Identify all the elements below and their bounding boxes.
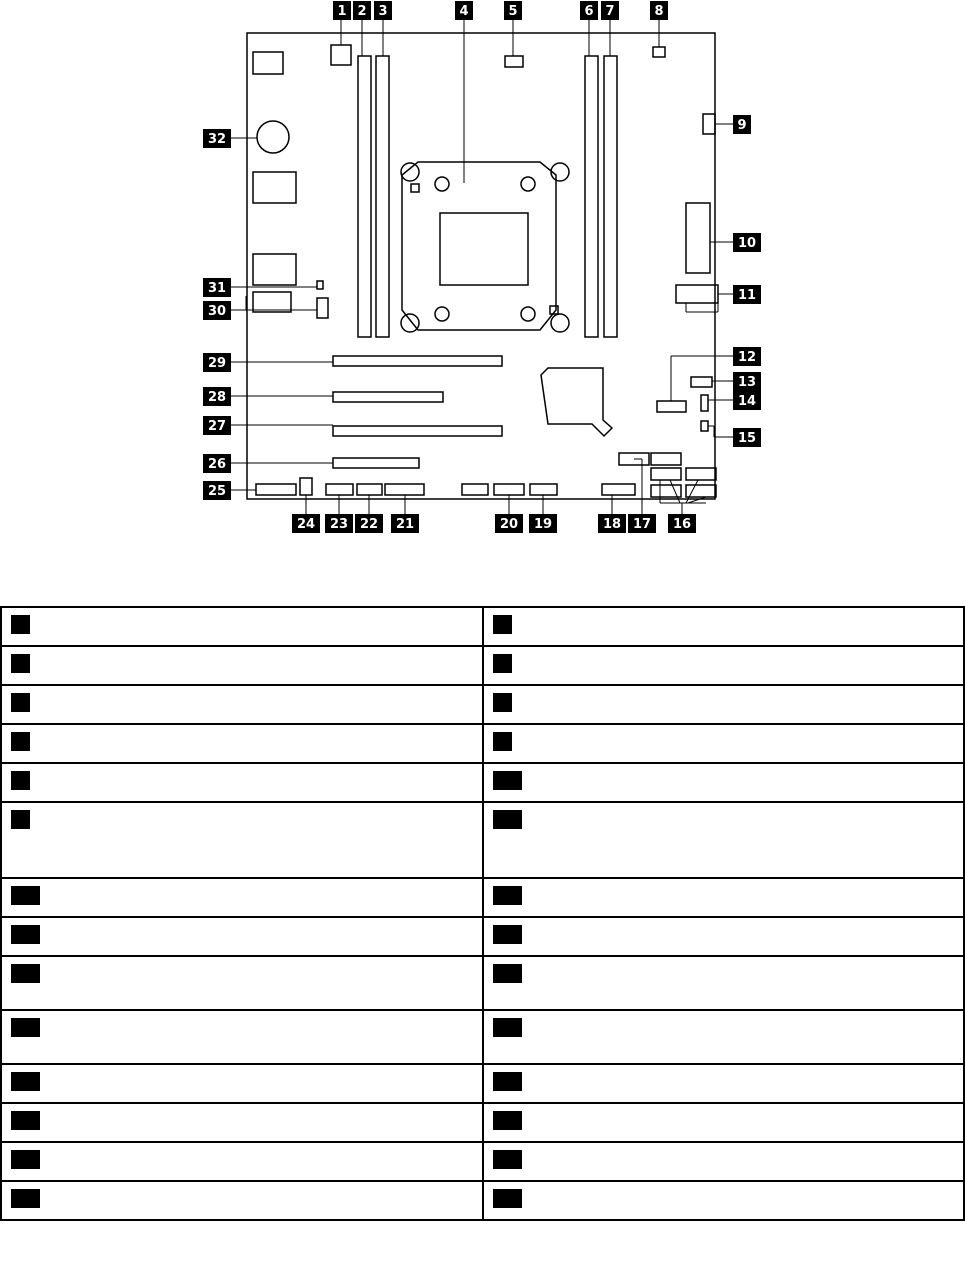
legend-cell (483, 956, 965, 1010)
svg-text:2: 2 (357, 4, 367, 19)
socket-screw (521, 177, 535, 191)
jumper (317, 281, 323, 289)
svg-text:19: 19 (533, 517, 553, 532)
svg-text:15: 15 (737, 431, 757, 446)
callout-4 (455, 1, 473, 20)
table-row (1, 763, 964, 802)
pcie-slot (333, 392, 443, 402)
svg-text:27: 27 (207, 419, 227, 434)
header (462, 484, 488, 495)
battery (257, 121, 289, 153)
svg-text:4: 4 (459, 4, 469, 19)
legend-cell (1, 1142, 483, 1181)
legend-badge (493, 1189, 522, 1208)
legend-cell (1, 724, 483, 763)
svg-text:10: 10 (737, 236, 757, 251)
legend-badge (493, 1111, 522, 1130)
legend-cell (483, 878, 965, 917)
legend-badge (11, 615, 30, 634)
table-row (1, 956, 964, 1010)
socket-screw (401, 163, 419, 181)
svg-text:28: 28 (207, 390, 227, 405)
legend-cell (483, 1010, 965, 1064)
legend-cell (1, 646, 483, 685)
callout-3 (374, 1, 392, 20)
callout-16 (668, 514, 696, 533)
callout-1 (333, 1, 351, 20)
svg-text:24: 24 (296, 517, 316, 532)
legend-cell (483, 607, 965, 646)
legend-cell (1, 956, 483, 1010)
legend-badge (493, 615, 512, 634)
pcie-slot (333, 458, 419, 468)
table-row (1, 1103, 964, 1142)
legend-badge (493, 654, 512, 673)
socket-screw (551, 163, 569, 181)
connector (701, 421, 708, 431)
svg-text:9: 9 (737, 118, 747, 133)
header (256, 484, 296, 495)
sata-connector (686, 468, 716, 480)
table-row (1, 724, 964, 763)
pcie-slot (333, 426, 502, 436)
callout-5 (504, 1, 522, 20)
header (385, 484, 424, 495)
callout-20 (495, 514, 523, 533)
legend-badge (493, 1072, 522, 1091)
table-row (1, 917, 964, 956)
svg-text:14: 14 (737, 394, 757, 409)
cpu-socket-inner (440, 213, 528, 285)
legend-badge (493, 1018, 522, 1037)
table-row (1, 646, 964, 685)
legend-cell (483, 1181, 965, 1220)
legend-badge (11, 1189, 40, 1208)
table-row (1, 1142, 964, 1181)
svg-text:16: 16 (672, 517, 692, 532)
svg-text:26: 26 (207, 457, 227, 472)
callout-19 (529, 514, 557, 533)
legend-badge (493, 964, 522, 983)
fan-connector (505, 56, 523, 67)
svg-text:3: 3 (378, 4, 388, 19)
dimm-slot (604, 56, 617, 337)
legend-badge (11, 1111, 40, 1130)
legend-cell (1, 917, 483, 956)
legend-cell (1, 685, 483, 724)
motherboard-diagram (0, 0, 965, 600)
power-connector (686, 203, 710, 273)
header (602, 484, 635, 495)
legend-badge (11, 1018, 40, 1037)
callout-6 (580, 1, 598, 20)
svg-text:23: 23 (329, 517, 349, 532)
svg-text:31: 31 (207, 281, 227, 296)
svg-text:12: 12 (737, 350, 757, 365)
callout-32 (203, 129, 231, 148)
legend-badge (493, 771, 522, 790)
callout-31 (203, 278, 231, 297)
callout-14 (733, 391, 761, 410)
callout-12 (733, 347, 761, 366)
legend-badge (11, 693, 30, 712)
legend-cell (483, 1064, 965, 1103)
callout-2 (353, 1, 371, 20)
callout-25 (203, 481, 231, 500)
connector (701, 395, 708, 411)
callout-11 (733, 285, 761, 304)
connector (657, 401, 686, 412)
power-connector (331, 45, 351, 65)
sata-connector (651, 468, 681, 480)
legend-badge (493, 732, 512, 751)
legend-cell (1, 607, 483, 646)
svg-text:1: 1 (337, 4, 347, 19)
callout-29 (203, 353, 231, 372)
callout-24 (292, 514, 320, 533)
legend-badge (11, 654, 30, 673)
header (494, 484, 524, 495)
header (530, 484, 557, 495)
socket-screw (551, 314, 569, 332)
socket-screw (521, 307, 535, 321)
callout-13 (733, 372, 761, 391)
table-row (1, 1064, 964, 1103)
callout-10 (733, 233, 761, 252)
callout-30 (203, 301, 231, 320)
legend-cell (483, 802, 965, 878)
callout-18 (598, 514, 626, 533)
component-box (253, 292, 291, 312)
svg-text:30: 30 (207, 304, 227, 319)
callout-7 (601, 1, 619, 20)
dimm-slot (358, 56, 371, 337)
component-box (253, 172, 296, 203)
table-row (1, 878, 964, 917)
connector (653, 47, 665, 57)
svg-text:5: 5 (508, 4, 518, 19)
svg-text:17: 17 (632, 517, 652, 532)
cpu-socket (402, 162, 556, 330)
callout-8 (650, 1, 668, 20)
callout-28 (203, 387, 231, 406)
legend-cell (483, 646, 965, 685)
legend-badge (493, 693, 512, 712)
dimm-slot (585, 56, 598, 337)
table-row (1, 802, 964, 878)
svg-text:8: 8 (654, 4, 664, 19)
callout-9 (733, 115, 751, 134)
legend-cell (1, 1010, 483, 1064)
legend-cell (1, 1064, 483, 1103)
svg-text:13: 13 (737, 375, 757, 390)
socket-screw (401, 314, 419, 332)
socket-screw (435, 307, 449, 321)
legend-badge (493, 886, 522, 905)
connector (411, 184, 419, 192)
power-connector (676, 285, 718, 303)
legend-badge (11, 771, 30, 790)
table-row (1, 1010, 964, 1064)
legend-cell (483, 1142, 965, 1181)
header (300, 478, 312, 495)
callout-15 (733, 428, 761, 447)
connector (317, 298, 328, 318)
legend-badge (11, 732, 30, 751)
callout-22 (355, 514, 383, 533)
legend-badge (11, 1150, 40, 1169)
connector (691, 377, 712, 387)
legend-cell (1, 878, 483, 917)
legend-cell (483, 1103, 965, 1142)
svg-text:6: 6 (584, 4, 594, 19)
svg-text:22: 22 (359, 517, 379, 532)
header (326, 484, 353, 495)
table-row (1, 685, 964, 724)
connector (703, 114, 715, 134)
legend-badge (493, 1150, 522, 1169)
table-row (1, 607, 964, 646)
legend-cell (1, 802, 483, 878)
legend-badge (493, 925, 522, 944)
svg-text:21: 21 (395, 517, 415, 532)
legend-table (0, 606, 965, 1221)
callout-23 (325, 514, 353, 533)
header (357, 484, 382, 495)
svg-text:25: 25 (207, 484, 227, 499)
legend-badge (11, 925, 40, 944)
legend-badge (11, 810, 30, 829)
legend-badge (11, 964, 40, 983)
chipset-heatsink (541, 368, 612, 436)
sata-connector (651, 453, 681, 465)
svg-text:32: 32 (207, 132, 227, 147)
legend-cell (1, 1103, 483, 1142)
callout-26 (203, 454, 231, 473)
legend-cell (1, 763, 483, 802)
svg-text:20: 20 (499, 517, 519, 532)
pcie-slot (333, 356, 502, 366)
legend-cell (1, 1181, 483, 1220)
legend-badge (11, 1072, 40, 1091)
callout-27 (203, 416, 231, 435)
legend-cell (483, 763, 965, 802)
svg-text:11: 11 (737, 288, 757, 303)
callout-21 (391, 514, 419, 533)
legend-badge (493, 810, 522, 829)
table-row (1, 1181, 964, 1220)
callout-17 (628, 514, 656, 533)
svg-text:7: 7 (605, 4, 615, 19)
legend-cell (483, 724, 965, 763)
legend-cell (483, 685, 965, 724)
legend-badge (11, 886, 40, 905)
svg-text:18: 18 (602, 517, 622, 532)
component-box (253, 52, 283, 74)
legend-cell (483, 917, 965, 956)
socket-screw (435, 177, 449, 191)
component-box (253, 254, 296, 285)
svg-text:29: 29 (207, 356, 227, 371)
dimm-slot (376, 56, 389, 337)
board-outline (247, 33, 715, 499)
